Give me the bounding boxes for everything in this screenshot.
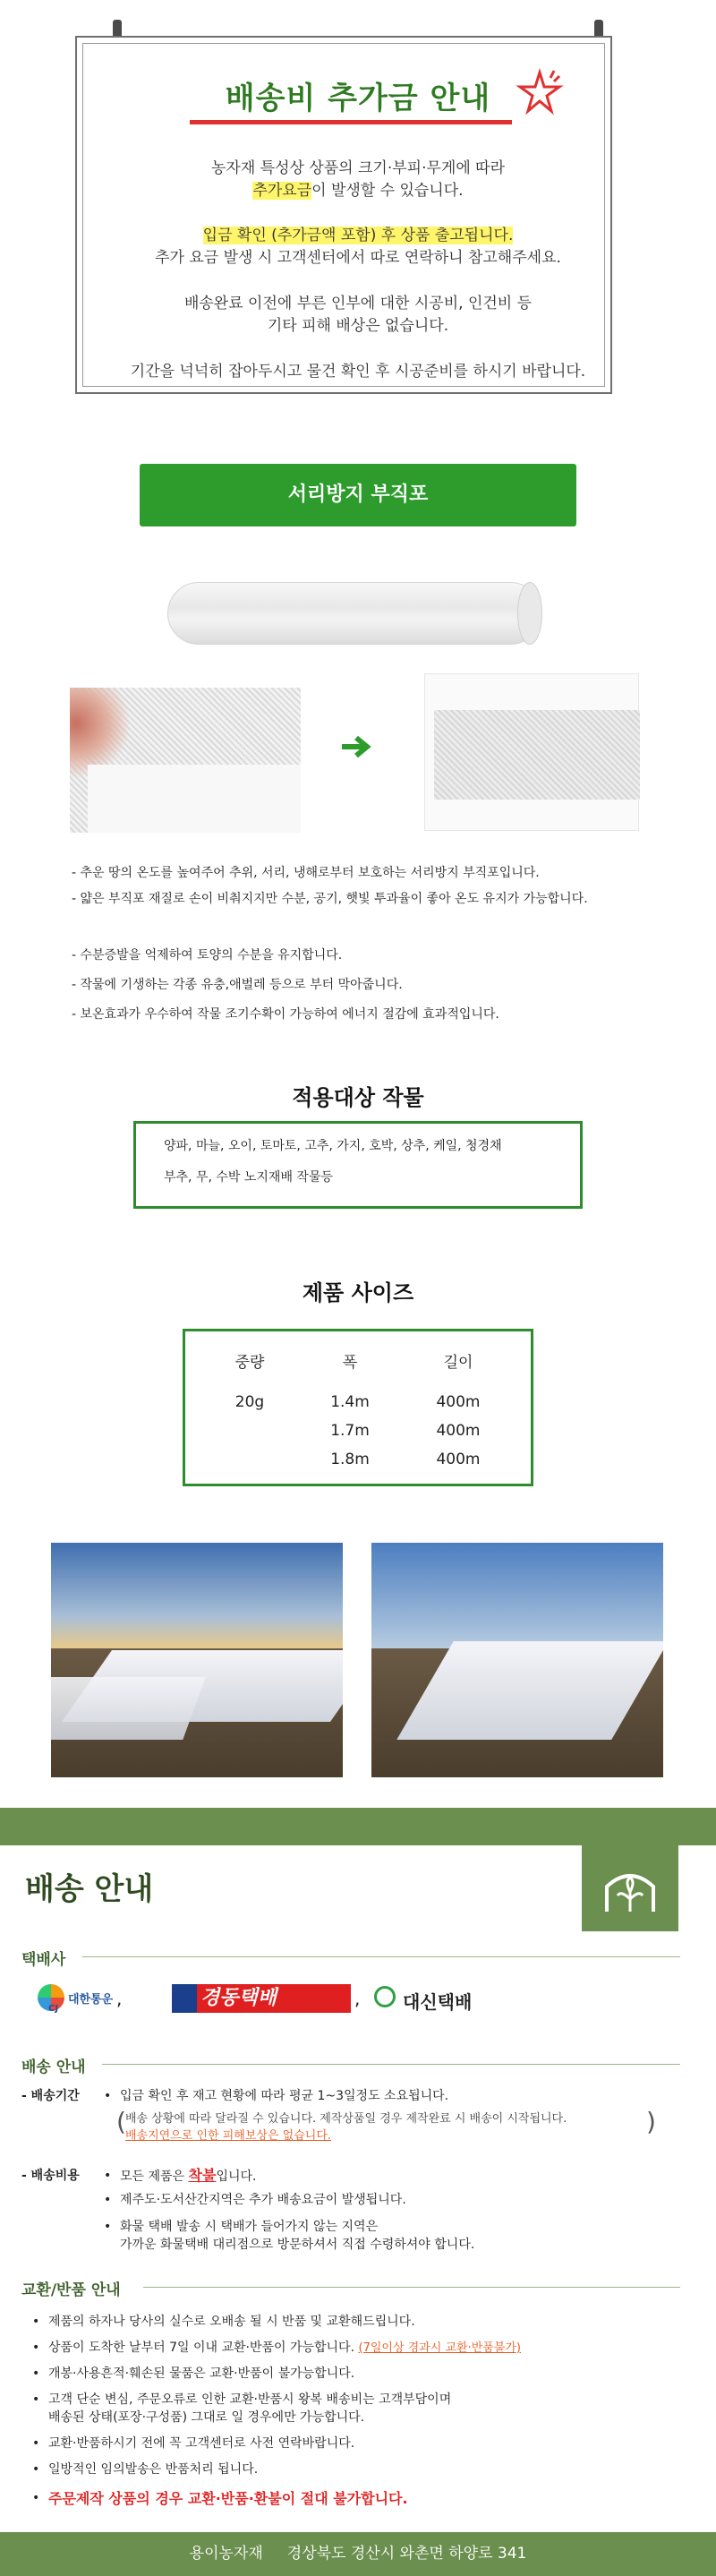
field-photo-right <box>371 1543 663 1777</box>
size-header-length: 길이 <box>443 1354 473 1372</box>
notice-line-6: 기타 피해 배상은 없습니다. <box>267 317 449 335</box>
return-1: 제품의 하자나 당사의 실수로 오배송 될 시 반품 및 교환해드립니다. <box>48 2315 415 2329</box>
period-bullet: • <box>104 2089 112 2103</box>
greenhouse-icon <box>582 1845 678 1931</box>
courier-kyungdong: 경동택배 <box>172 1984 351 2013</box>
desc-line-5: - 보온효과가 우수하여 작물 조기수확이 가능하여 에너지 절감에 효과적입니다. <box>72 1007 499 1022</box>
return-2b: (7일이상 경과시 교환·반품불가) <box>358 2341 522 2355</box>
size-title: 제품 사이즈 <box>302 1280 414 1305</box>
fabric-closeup-after-image <box>424 673 639 831</box>
cost-text-3a: 화물 택배 발송 시 택배가 들어가지 않는 지역은 <box>120 2220 379 2234</box>
star-icon <box>515 67 565 117</box>
return-bullet: • <box>32 2341 40 2355</box>
kyungdong-logo-icon <box>172 1984 197 2013</box>
size-cell: 1.4m <box>330 1393 370 1411</box>
period-text: 입금 확인 후 재고 현황에 따라 평균 1~3일정도 소요됩니다. <box>120 2089 449 2103</box>
cost-bullet: • <box>104 2220 112 2234</box>
return-bullet: • <box>32 2392 40 2407</box>
divider <box>143 2287 680 2288</box>
return-6: 일방적인 임의발송은 반품처리 됩니다. <box>48 2462 259 2477</box>
size-header-weight: 중량 <box>234 1354 265 1372</box>
return-4a: 고객 단순 변심, 주문오류로 인한 교환·반품시 왕복 배송비는 고객부담이며 <box>48 2392 452 2407</box>
return-bullet: • <box>32 2491 40 2505</box>
footer-bar <box>0 2532 716 2576</box>
cost-bullet: • <box>104 2193 112 2207</box>
cost-cod: 착불 <box>188 2167 217 2184</box>
cost-text-1 <box>120 2167 256 2186</box>
notice-line-5: 배송완료 이전에 부른 인부에 대한 시공비, 인건비 등 <box>183 295 533 312</box>
return-bullet: • <box>32 2366 40 2381</box>
courier-label: 택배사 <box>21 1951 66 1969</box>
fabric-closeup-before-image <box>70 688 301 833</box>
return-5: 교환·반품하시기 전에 꼭 고객센터로 사전 연락바랍니다. <box>48 2436 355 2451</box>
shipping-label: 배송 안내 <box>21 2058 86 2076</box>
notice-line-3-highlight: 입금 확인 (추가금액 포함) 후 상품 출고됩니다. <box>202 227 514 244</box>
crops-box <box>133 1121 583 1209</box>
desc-line-1: - 추운 땅의 온도를 높여주어 추위, 서리, 냉해로부터 보호하는 서리방지 부직포입니다. <box>72 866 540 880</box>
notice-line-2-highlight: 추가요금 <box>252 182 312 200</box>
notice-line-4: 추가 요금 발생 시 고객센터에서 따로 연락하니 참고해주세요. <box>155 249 561 267</box>
crops-line-1: 양파, 마늘, 오이, 토마토, 고추, 가지, 호박, 상추, 케일, 청경채 <box>164 1139 502 1153</box>
divider <box>102 2064 680 2065</box>
title-underline <box>190 120 512 124</box>
notice-line-2-rest: 이 발생할 수 있습니다. <box>311 182 464 200</box>
fabric-roll-image <box>167 582 541 645</box>
cost-bullet: • <box>104 2169 112 2183</box>
return-bullet: • <box>32 2315 40 2329</box>
return-7: 주문제작 상품의 경우 교환·반품·환불이 절대 불가합니다. <box>48 2490 408 2507</box>
fabric-roll-end <box>517 582 542 645</box>
delivery-title: 배송 안내 <box>25 1871 154 1907</box>
greenhouse-logo <box>582 1845 678 1931</box>
size-cell: 400m <box>436 1451 481 1468</box>
desc-line-2: - 얇은 부직포 재질로 손이 비춰지지만 수분, 공기, 햇빛 투과율이 좋아 온도 유지가 가능합니다. <box>72 892 588 906</box>
notice-line-7: 기간을 넉넉히 잡아두시고 물건 확인 후 시공준비를 하시기 바랍니다. <box>130 363 586 381</box>
period-note-2: 배송지연으로 인한 피해보상은 없습니다. <box>125 2129 332 2143</box>
arrow-right-icon <box>338 734 374 759</box>
desc-line-3: - 수분증발을 억제하여 토양의 수분을 유지합니다. <box>72 948 343 963</box>
size-header-width: 폭 <box>342 1354 358 1372</box>
period-label: - 배송기간 <box>21 2089 80 2103</box>
size-cell: 1.7m <box>330 1422 370 1440</box>
cost-text-c: 입니다. <box>216 2169 257 2184</box>
notice-line-3 <box>0 225 716 246</box>
return-2a: 상품이 도착한 날부터 7일 이내 교환·반품이 가능합니다. <box>48 2341 355 2355</box>
notice-line-1: 농자재 특성상 상품의 크기·부피·무게에 따라 <box>210 159 506 177</box>
delivery-band <box>0 1808 716 1845</box>
crops-line-2: 부추, 무, 수박 노지재배 작물등 <box>164 1170 333 1185</box>
return-4b: 배송된 상태(포장·구성품) 그대로 일 경우에만 가능합니다. <box>48 2410 365 2425</box>
notice-title: 배송비 추가금 안내 <box>225 81 491 116</box>
paren-left: ( <box>116 2107 126 2136</box>
return-2 <box>48 2339 521 2357</box>
courier-daesin: 대신택배 <box>403 1991 473 2013</box>
field-photo-left <box>51 1543 343 1777</box>
return-3: 개봉·사용흔적·훼손된 물품은 교환·반품이 불가능합니다. <box>48 2366 355 2381</box>
paren-right: ) <box>646 2107 656 2136</box>
cost-text-3b: 가까운 화물택배 대리점으로 방문하셔서 직접 수령하셔야 합니다. <box>120 2238 475 2252</box>
cost-label: - 배송비용 <box>21 2169 80 2183</box>
courier-logos <box>38 1984 485 2020</box>
divider <box>82 1956 680 1957</box>
courier-cj: 대한통운 <box>68 1993 114 2007</box>
size-cell: 1.8m <box>330 1451 370 1468</box>
product-name-banner: 서리방지 부직포 <box>140 464 576 526</box>
size-cell: 400m <box>436 1422 481 1440</box>
cost-text-2: 제주도·도서산간지역은 추가 배송요금이 발생됩니다. <box>120 2193 406 2207</box>
desc-line-4: - 작물에 기생하는 각종 유충,애벌레 등으로 부터 막아줍니다. <box>72 978 403 992</box>
courier-cj-mark: CJ <box>48 2004 59 2014</box>
comma: , <box>354 1988 361 2009</box>
crops-title: 적용대상 작물 <box>292 1085 424 1110</box>
size-cell: 400m <box>436 1393 481 1411</box>
size-cell: 20g <box>234 1393 265 1411</box>
return-bullet: • <box>32 2436 40 2451</box>
cost-text-a: 모든 제품은 <box>120 2169 189 2184</box>
notice-line-2 <box>0 180 716 201</box>
comma: , <box>116 1988 123 2009</box>
footer-text: 용이농자재 경상북도 경산시 와촌면 하양로 341 <box>189 2545 527 2563</box>
return-label: 교환/반품 안내 <box>21 2281 121 2299</box>
return-bullet: • <box>32 2462 40 2477</box>
daesin-logo-icon <box>374 1986 396 2007</box>
period-note-1: 배송 상황에 따라 달라질 수 있습니다. 제작상품일 경우 제작완료 시 배송이 시작됩니다. <box>125 2112 567 2126</box>
